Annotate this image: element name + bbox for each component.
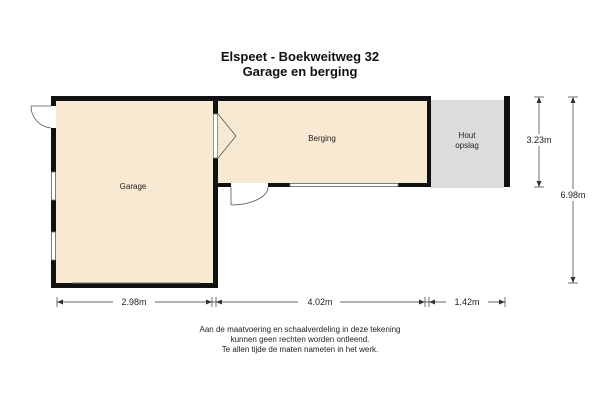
room-label-berging: Berging	[308, 134, 336, 143]
door-berging-opening	[231, 183, 268, 187]
dim-label-total-height: 6.98m	[560, 190, 586, 200]
room-label-garage: Garage	[119, 182, 147, 191]
window-garage-left-2	[52, 232, 56, 260]
window-middle-wall	[214, 114, 218, 158]
wall-berging-bottom-left	[213, 183, 231, 187]
door-left-opening	[51, 106, 56, 128]
room-label-hout-2: opslag	[455, 141, 479, 150]
dim-h-arrow-3a	[429, 300, 435, 305]
disclaimer-line-3: Te allen tijde de maten nameten in het werk.	[221, 345, 379, 354]
dim-h-arrow-2a	[216, 300, 222, 305]
dim-v-arrow-total-bottom	[571, 277, 576, 283]
wall-garage-left-lower	[51, 128, 56, 288]
dim-label-berging-width: 4.02m	[307, 297, 333, 307]
wall-top	[51, 96, 431, 101]
dim-label-berging-height: 3.23m	[526, 135, 552, 145]
wall-middle-upper	[213, 96, 218, 114]
wall-garage-left-upper	[51, 96, 56, 106]
window-berging-bottom	[290, 184, 398, 187]
wall-garage-bottom	[51, 283, 217, 288]
window-garage-left-1	[52, 172, 56, 200]
garage-floor	[56, 100, 213, 283]
door-berging-swing	[231, 187, 268, 205]
dim-h-arrow-1a	[57, 300, 63, 305]
dim-h-arrow-2b	[419, 300, 425, 305]
room-label-hout-1: Hout	[458, 131, 476, 140]
disclaimer-line-2: kunnen geen rechten worden ontleend.	[230, 335, 370, 344]
disclaimer-line-1: Aan de maatvoering en schaalverdeling in deze tekening	[199, 325, 401, 334]
wall-middle-lower	[213, 158, 218, 288]
dim-h-arrow-3b	[499, 300, 505, 305]
door-left-swing	[31, 106, 51, 128]
dim-v-arrow-total-top	[571, 97, 576, 103]
dim-v-arrow-berging-top	[537, 97, 542, 103]
dim-h-arrow-1b	[206, 300, 212, 305]
wall-berging-right	[427, 96, 431, 187]
plan-title: Elspeet - Boekweitweg 32	[220, 49, 380, 64]
dim-label-garage-width: 2.98m	[121, 297, 147, 307]
wall-hout-right	[504, 96, 510, 187]
dim-v-arrow-berging-bottom	[537, 181, 542, 187]
plan-subtitle: Garage en berging	[242, 64, 358, 79]
dim-label-hout-width: 1.42m	[454, 297, 480, 307]
